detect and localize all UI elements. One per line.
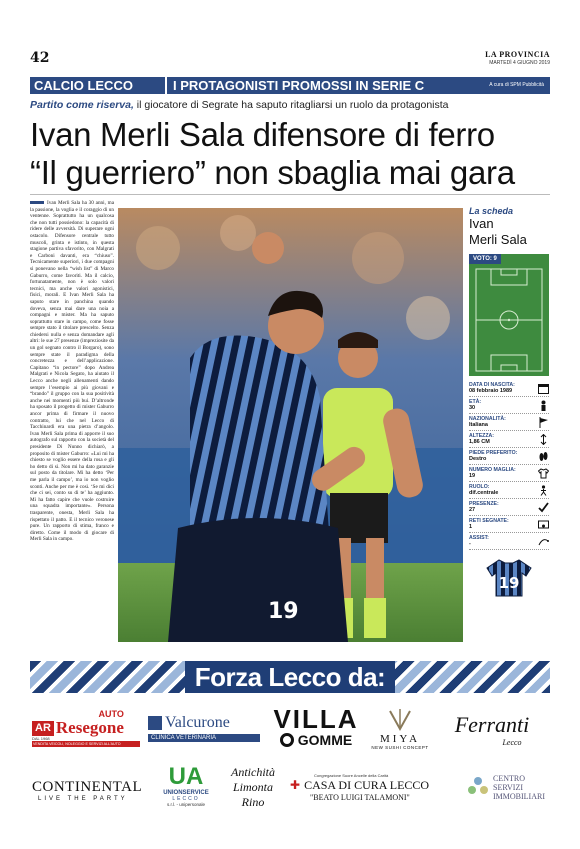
fact-value: dif.centrale: [469, 490, 499, 496]
sponsor-valcurone: [148, 708, 260, 748]
resegone-sub: VENDITA VEICOLI, NOLEGGIO E SERVIZI ALL'AUTO: [32, 741, 140, 747]
tire-icon: [280, 733, 294, 747]
miya-name: MIYA: [379, 732, 421, 745]
fact-row: [469, 533, 549, 550]
banner-title: Forza Lecco da:: [185, 661, 395, 693]
fact-text: [469, 535, 489, 547]
sponsor-antichita-limonta: [220, 758, 286, 816]
fact-value: 30: [469, 405, 476, 411]
fact-label: PRESENZE:: [469, 501, 499, 507]
assist-icon: [537, 535, 549, 547]
sponsor-villa-gomme: [268, 700, 364, 754]
fact-label: NUMERO MAGLIA:: [469, 467, 516, 473]
fact-text: [469, 518, 509, 530]
shirt-number: 19: [498, 574, 520, 592]
vote-label: VOTO: 9: [469, 254, 501, 264]
ferranti-sub: Lecco: [502, 737, 522, 747]
fact-text: [469, 382, 515, 394]
centro-line-3: IMMOBILIARI: [493, 791, 545, 801]
fact-value: 27: [469, 507, 476, 513]
resegone-since: DAL 1968: [32, 736, 50, 741]
player-card: [469, 206, 549, 598]
fact-text: [469, 501, 499, 513]
section-title: [167, 77, 550, 94]
casadicura-top: Congregazione Suore Ancelle della Carità: [314, 772, 389, 778]
calendar-icon: [537, 382, 549, 394]
fact-label: NAZIONALITÀ:: [469, 416, 506, 422]
fact-value: -: [469, 541, 471, 547]
headline-divider: [30, 194, 550, 195]
section-credit: A cura di SPM Pubblicità: [489, 82, 544, 88]
ferranti-name: Ferranti: [454, 711, 530, 737]
fact-label: ALTEZZA:: [469, 433, 494, 439]
headline: [30, 116, 515, 192]
valcurone-sub: CLINICA VETERINARIA: [148, 734, 260, 742]
continental-sub: LIVE THE PARTY: [38, 795, 128, 802]
sponsor-miya: [370, 700, 430, 756]
fact-row: [469, 380, 549, 397]
unionservice-logo: UA: [168, 762, 204, 790]
fact-row: [469, 397, 549, 414]
sponsor-centro-servizi: [462, 760, 550, 814]
fact-value: 08 febbraio 1989: [469, 388, 513, 394]
article-body: [30, 200, 114, 543]
article-text: Ivan Merli Sala ha 30 anni, ma la passione, la voglia e il coraggio di un ventenne. Soprattutto ha un qualcosa che non tutti possiedono: la capacità di ridere delle avversità. Di superare ogni ostacolo. Difensore centrale tutto muscoli, grinta e istinto, in questa stagione partiva sfavorito, con Malgrati e Carboni davanti, era “chiuso”. Tecnicamente superiori, i due compagni si ponevano nella “wish list” di Marco Gaburro, come favoriti. Ma il calcio, fortunatamente, non è solo valori tecnici, ma anche valori agonistici, fisici, morali. E Ivan Merli Sala ha saputo stare in panchina quando doveva, senza mai dare una noia a compagni e mister. Ma ha saputo soprattutto stare in campo, come fosse sempre stato il titolare prescelto. Senza chiedersi nulla e senza domandare agli altri: le sue 27 presenze (impreziosite da un gol segnato contro il Borgaro), sono sempre state il paradigma della concretezza e dell’applicazione. Capitano “in pectore” dopo Andrea Malgrati e Nicola Segato, ha aiutato il Lecco anche negli allenamenti dando sempre l’esempio ai più giovani e “brando” il gruppo con la sua positività anche nei momenti più bui. D’altronde ha sposato il progetto di mister Gaburro ancor prima di firmare il nuovo contratto, lui che nel Lecco di Tacchinardi era una pietra d’angolo. Ivan Merli Sala prima di apporre il suo autografo sul rapporto con la società del presidente Di Nunno dichiarò, a proposito di mister Gaburro: «Lui mi ha chiesto se voglio essere della rosa e gli ho detto di sì. Non mi ha dato garanzie sul posto da titolare. Mi ha detto ‘Per me parla il campo’, ma io non voglio sconti. Anche per me è così. ‘Se mi dici che ci sei, conto su di te’ ha aggiunto. Mi ha fatto capire che vuole costruire una squadra importante». Persona trasparente, onesta, Merli Sala ha rispettato il patto. E il tecnico veronese pure. Un rapporto di stima, franco e diretto. Come il modo di giocare di Merli Sala in campo.: [30, 200, 114, 543]
photo-shorts-number: 19: [268, 599, 299, 624]
kicker-lead: Partito come riserva,: [30, 99, 134, 111]
fact-row: [469, 499, 549, 516]
player-icon: [537, 484, 549, 496]
fact-value: Destro: [469, 456, 487, 462]
headline-line-2: “Il guerriero” non sbaglia mai gara: [30, 154, 515, 191]
fact-label: PIEDE PREFERITO:: [469, 450, 518, 456]
height-icon: [537, 433, 549, 445]
player-photo: [118, 208, 463, 642]
fact-row: [469, 448, 549, 465]
fact-value: 1,86 CM: [469, 439, 490, 445]
newspaper-name: LA PROVINCIA: [485, 50, 550, 59]
fact-text: [469, 433, 494, 445]
sponsor-casa-di-cura: [290, 764, 458, 810]
fact-row: [469, 516, 549, 533]
antichita-line-3: Rino: [241, 794, 265, 809]
pitch-diagram: [475, 268, 543, 372]
kicker-rest: il giocatore di Segrate ha saputo ritagliarsi un ruolo da protagonista: [133, 99, 449, 111]
unionservice-name: UNIONSERVICE: [163, 789, 209, 796]
valcurone-name: Valcurone: [165, 714, 230, 731]
fact-text: [469, 399, 481, 411]
section-title-text: I PROTAGONISTI PROMOSSI IN SERIE C: [173, 78, 425, 93]
headline-line-1: Ivan Merli Sala difensore di ferro: [30, 116, 495, 153]
sponsor-auto-resegone: [32, 706, 140, 750]
unionservice-sub: s.r.l. - unipersonale: [166, 801, 206, 807]
section-tag: CALCIO LECCO: [30, 77, 165, 94]
fact-text: [469, 467, 516, 479]
fact-label: ASSIST:: [469, 535, 489, 541]
person-icon: [537, 399, 549, 411]
fact-label: DATA DI NASCITA:: [469, 382, 515, 388]
sponsor-grid: [30, 700, 550, 820]
goal-icon: [537, 518, 549, 530]
centro-line-2: SERVIZI: [493, 782, 524, 792]
resegone-name: Resegone: [55, 718, 124, 737]
antichita-line-2: Limonta: [232, 779, 273, 794]
sponsor-continental: [32, 770, 146, 810]
continental-name: CONTINENTAL: [32, 778, 143, 795]
flag-icon: [537, 416, 549, 428]
fact-text: [469, 416, 506, 428]
sponsor-unionservice: [156, 752, 216, 818]
villa-name: VILLA: [273, 704, 359, 734]
kicker: [30, 99, 449, 111]
valcurone-logo-icon: [148, 716, 162, 730]
vote-pitch: [469, 254, 549, 376]
masthead: [485, 50, 550, 66]
sponsor-ferranti: [434, 706, 550, 752]
casadicura-sub: "BEATO LUIGI TALAMONI": [310, 792, 410, 802]
resegone-auto: AUTO: [98, 709, 124, 719]
casadicura-name: CASA DI CURA LECCO: [304, 777, 430, 792]
fact-row: [469, 482, 549, 499]
page-number: 42: [30, 50, 50, 66]
player-first-name: Ivan: [469, 216, 494, 231]
shirt-icon: [537, 467, 549, 479]
fact-label: ETÀ:: [469, 399, 482, 405]
fact-text: [469, 484, 498, 496]
fact-value: Italiana: [469, 422, 488, 428]
footprint-icon: [537, 450, 549, 462]
sponsor-banner: [30, 661, 550, 693]
check-icon: [537, 501, 549, 513]
banner-text-wrap: [30, 661, 550, 693]
facts-list: [469, 380, 549, 550]
article-start-marker: [30, 201, 44, 204]
fact-value: 1: [469, 524, 473, 530]
card-title: La scheda: [469, 206, 514, 216]
player-photo-illustration: [118, 208, 463, 642]
miya-logo-icon: [388, 707, 412, 733]
fact-text: [469, 450, 517, 462]
miya-sub: NEW SUSHI CONCEPT: [371, 744, 429, 750]
resegone-ar-mark: AR: [32, 721, 54, 736]
cross-icon: ✚: [290, 778, 301, 792]
centro-line-1: CENTRO: [493, 773, 525, 783]
player-last-name: Merli Sala: [469, 232, 527, 247]
villa-sub: GOMME: [297, 732, 353, 748]
shirt-icon: [485, 558, 533, 598]
fact-row: [469, 465, 549, 482]
fact-label: RUOLO:: [469, 484, 490, 490]
antichita-line-1: Antichità: [231, 764, 275, 779]
fact-row: [469, 414, 549, 431]
fact-row: [469, 431, 549, 448]
fact-label: RETI SEGNATE:: [469, 518, 509, 524]
section-bar: [30, 77, 550, 94]
centro-servizi-logo-icon: [467, 776, 489, 798]
fact-value: 19: [469, 473, 476, 479]
unionservice-city: LECCO: [172, 795, 200, 802]
issue-date: MARTEDÌ 4 GIUGNO 2019: [489, 60, 550, 66]
